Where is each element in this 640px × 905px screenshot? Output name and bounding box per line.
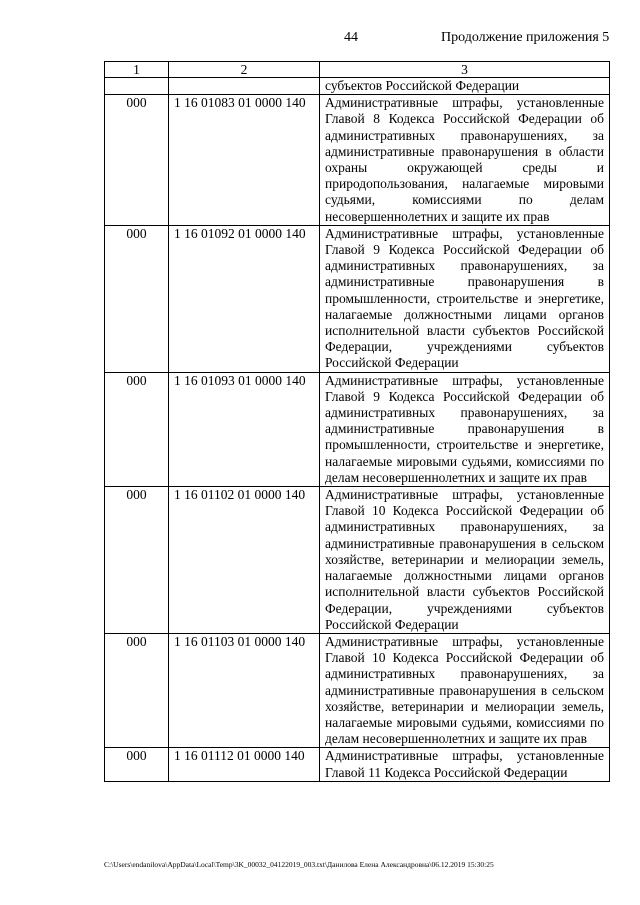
table-row bbox=[105, 372, 610, 486]
kbk-code: 1 16 01093 01 0000 140 bbox=[169, 372, 320, 486]
table-row bbox=[105, 487, 610, 634]
income-name: Административные штрафы, установленные Главой 10 Кодекса Российской Федерации об административных правонарушениях, за административные правонарушения в сельском хозяйстве, ветеринарии и мелиорации земель, налагаемые должностными лицами органов исполнительной власти субъектов Российской Федерации, учреждениями субъектов Российской Федерации bbox=[320, 487, 610, 634]
kbk-code: 1 16 01092 01 0000 140 bbox=[169, 225, 320, 372]
kbk-code: 1 16 01102 01 0000 140 bbox=[169, 487, 320, 634]
column-number: 3 bbox=[320, 62, 610, 78]
file-path-footer: C:\Users\endanilova\AppData\Local\Temp\3K_00032_04122019_003.txt\Данилова Елена Александровна\06.12.2019 15:30:25 bbox=[104, 860, 494, 869]
admin-code: 000 bbox=[105, 633, 169, 747]
column-number-row bbox=[105, 62, 610, 78]
admin-code: 000 bbox=[105, 748, 169, 781]
column-number: 2 bbox=[169, 62, 320, 78]
income-name: Административные штрафы, установленные Главой 9 Кодекса Российской Федерации об административных правонарушениях, за административные правонарушения в промышленности, строительстве и энергетике, налагаемые должностными лицами органов исполнительной власти субъектов Российской Федерации, учреждениями субъектов Российской Федерации bbox=[320, 225, 610, 372]
kbk-code: 1 16 01112 01 0000 140 bbox=[169, 748, 320, 781]
kbk-code: 1 16 01103 01 0000 140 bbox=[169, 633, 320, 747]
continuation-text: субъектов Российской Федерации bbox=[320, 78, 610, 95]
income-name: Административные штрафы, установленные Главой 8 Кодекса Российской Федерации об административных правонарушениях, за административные правонарушения в области охраны окружающей среды и природопользования, налагаемые мировыми судьями, комиссиями по делам несовершеннолетних и защите их прав bbox=[320, 95, 610, 226]
column-number: 1 bbox=[105, 62, 169, 78]
income-name: Административные штрафы, установленные Главой 9 Кодекса Российской Федерации об административных правонарушениях, за административные правонарушения в промышленности, строительстве и энергетике, налагаемые мировыми судьями, комиссиями по делам несовершеннолетних и защите их прав bbox=[320, 372, 610, 486]
kbk-code: 1 16 01083 01 0000 140 bbox=[169, 95, 320, 226]
page-number: 44 bbox=[344, 30, 358, 45]
table-row bbox=[105, 748, 610, 781]
table-row bbox=[105, 225, 610, 372]
admin-code: 000 bbox=[105, 225, 169, 372]
continuation-title: Продолжение приложения 5 bbox=[441, 30, 610, 45]
budget-codes-table bbox=[104, 61, 610, 782]
continuation-row bbox=[105, 78, 610, 95]
admin-code: 000 bbox=[105, 372, 169, 486]
table-row bbox=[105, 633, 610, 747]
income-name: Административные штрафы, установленные Главой 10 Кодекса Российской Федерации об административных правонарушениях, за административные правонарушения в сельском хозяйстве, ветеринарии и мелиорации земель, налагаемые мировыми судьями, комиссиями по делам несовершеннолетних и защите их прав bbox=[320, 633, 610, 747]
income-name: Административные штрафы, установленные Главой 11 Кодекса Российской Федерации bbox=[320, 748, 610, 781]
admin-code: 000 bbox=[105, 487, 169, 634]
admin-code: 000 bbox=[105, 95, 169, 226]
table-row bbox=[105, 95, 610, 226]
